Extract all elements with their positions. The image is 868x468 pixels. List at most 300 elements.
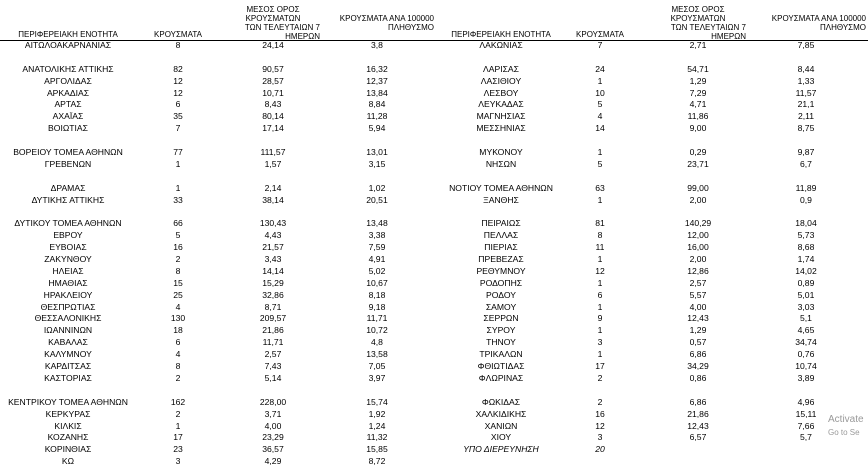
table-row: [436, 337, 868, 349]
table-row: [0, 183, 436, 195]
table-row: [436, 147, 868, 159]
region-name-cell: ΘΕΣΠΡΩΤΙΑΣ: [40, 301, 96, 312]
cases-cell: 1: [597, 301, 603, 312]
per-100k-cell: 0,76: [797, 349, 815, 360]
cases-cell: 7: [175, 123, 181, 134]
region-name-cell: ΑΡΚΑΔΙΑΣ: [46, 87, 90, 98]
table-row: [0, 242, 436, 254]
cases-cell: 2: [597, 396, 603, 407]
region-name-cell: ΦΛΩΡΙΝΑΣ: [478, 372, 524, 383]
per-100k-cell: 15,74: [366, 396, 388, 407]
cases-cell: 16: [595, 408, 605, 419]
table-row: [436, 409, 868, 421]
average-cell: 6,86: [689, 396, 707, 407]
table-row: [436, 278, 868, 290]
per-100k-cell: 7,59: [368, 242, 386, 253]
cases-cell: 12: [595, 420, 605, 431]
region-name-cell: ΚΑΣΤΟΡΙΑΣ: [44, 372, 92, 383]
per-100k-cell: 4,65: [797, 325, 815, 336]
header-7day-average: ΜΕΣΟΣ ΟΡΟΣ ΚΡΟΥΣΜΑΤΩΝ ΤΩΝ ΤΕΛΕΥΤΑΙΩΝ 7 ΗΜΕΡΩΝ: [670, 4, 746, 41]
cases-cell: 5: [175, 230, 181, 241]
average-cell: 4,00: [689, 301, 707, 312]
average-cell: 5,14: [264, 372, 282, 383]
table-row: [0, 230, 436, 242]
per-100k-cell: 11,57: [795, 87, 817, 98]
average-cell: 8,71: [264, 301, 282, 312]
region-name-cell: ΧΙΟΥ: [490, 432, 512, 443]
per-100k-cell: 8,72: [368, 456, 386, 467]
per-100k-cell: 18,04: [795, 218, 817, 229]
cases-cell: 25: [173, 289, 183, 300]
per-100k-cell: 0,9: [800, 194, 812, 205]
table-row: [0, 218, 436, 230]
per-100k-cell: 1,24: [368, 420, 386, 431]
region-name-cell: ΒΟΙΩΤΙΑΣ: [48, 123, 88, 134]
region-name-cell: ΑΧΑΪΑΣ: [52, 111, 84, 122]
table-row: [0, 88, 436, 100]
region-name-cell: ΘΕΣΣΑΛΟΝΙΚΗΣ: [34, 313, 102, 324]
cases-cell: 11: [595, 242, 605, 253]
per-100k-cell: 7,66: [797, 420, 815, 431]
region-name-cell: ΖΑΚΥΝΘΟΥ: [44, 254, 92, 265]
table-row: [436, 171, 868, 183]
average-cell: 209,57: [259, 313, 287, 324]
region-name-cell: ΡΕΘΥΜΝΟΥ: [476, 265, 526, 276]
region-name-cell: ΛΕΣΒΟΥ: [483, 87, 519, 98]
average-cell: 8,43: [264, 99, 282, 110]
cases-cell: 35: [173, 111, 183, 122]
table-row: [436, 266, 868, 278]
average-cell: 11,86: [687, 111, 709, 122]
region-name-cell: ΣΑΜΟΥ: [485, 301, 517, 312]
per-100k-cell: 13,84: [366, 87, 388, 98]
average-cell: 0,86: [689, 372, 707, 383]
cases-cell: 4: [597, 111, 603, 122]
cases-cell: 12: [173, 87, 183, 98]
table-row: [0, 76, 436, 88]
region-name-cell: ΝΟΤΙΟΥ ΤΟΜΕΑ ΑΘΗΝΩΝ: [449, 182, 553, 193]
region-name-cell: ΓΡΕΒΕΝΩΝ: [44, 158, 92, 169]
average-cell: 5,57: [689, 289, 707, 300]
header-cases: ΚΡΟΥΣΜΑΤΑ: [576, 30, 624, 39]
table-row: [0, 147, 436, 159]
cases-cell: 4: [175, 301, 181, 312]
table-row: [436, 206, 868, 218]
table-row: [0, 99, 436, 111]
region-name-cell: ΤΗΝΟΥ: [486, 337, 516, 348]
cases-cell: 8: [175, 361, 181, 372]
per-100k-cell: 6,7: [800, 158, 812, 169]
table-row: [436, 135, 868, 147]
cases-cell: 1: [175, 158, 181, 169]
table-row: [436, 361, 868, 373]
cases-cell: 33: [173, 194, 183, 205]
cases-cell: 1: [175, 182, 181, 193]
region-name-cell: ΑΡΤΑΣ: [54, 99, 82, 110]
table-row: [436, 64, 868, 76]
region-name-cell: ΡΟΔΟΥ: [486, 289, 516, 300]
per-100k-cell: 10,67: [366, 277, 388, 288]
region-name-cell: ΚΑΒΑΛΑΣ: [48, 337, 88, 348]
table-row: [0, 266, 436, 278]
average-cell: 24,14: [262, 40, 284, 50]
region-name-cell: ΔΥΤΙΚΗΣ ΑΤΤΙΚΗΣ: [31, 194, 105, 205]
table-row: [436, 313, 868, 325]
average-cell: 140,29: [684, 218, 712, 229]
cases-cell: 2: [175, 408, 181, 419]
average-cell: 23,29: [262, 432, 284, 443]
cases-cell: 5: [597, 99, 603, 110]
cases-cell: 12: [173, 75, 183, 86]
per-100k-cell: 5,01: [797, 289, 815, 300]
average-cell: 28,57: [262, 75, 284, 86]
average-cell: 90,57: [262, 63, 284, 74]
table-row: [0, 195, 436, 207]
average-cell: 17,14: [262, 123, 284, 134]
region-name-cell: ΛΑΚΩΝΙΑΣ: [479, 40, 523, 50]
average-cell: 12,86: [687, 265, 709, 276]
table-row: [0, 409, 436, 421]
region-name-cell: ΗΡΑΚΛΕΙΟΥ: [43, 289, 93, 300]
region-name-cell: ΑΡΓΟΛΙΔΑΣ: [44, 75, 92, 86]
per-100k-cell: 1,92: [368, 408, 386, 419]
cases-cell: 66: [173, 218, 183, 229]
region-name-cell: ΝΗΣΩΝ: [485, 158, 517, 169]
per-100k-cell: 3,15: [368, 158, 386, 169]
region-name-cell: ΚΟΖΑΝΗΣ: [47, 432, 89, 443]
region-name-cell: ΕΥΒΟΙΑΣ: [49, 242, 87, 253]
region-name-cell: ΛΑΡΙΣΑΣ: [483, 63, 519, 74]
per-100k-cell: 13,48: [366, 218, 388, 229]
per-100k-cell: 7,85: [797, 40, 815, 50]
average-cell: 23,71: [687, 158, 709, 169]
per-100k-cell: 8,44: [797, 63, 815, 74]
average-cell: 6,57: [689, 432, 707, 443]
region-name-cell: ΜΑΓΝΗΣΙΑΣ: [476, 111, 526, 122]
average-cell: 228,00: [259, 396, 287, 407]
per-100k-cell: 20,51: [366, 194, 388, 205]
per-100k-cell: 15,11: [795, 408, 817, 419]
per-100k-cell: 3,89: [797, 372, 815, 383]
cases-cell: 2: [597, 372, 603, 383]
per-100k-cell: 1,02: [368, 182, 386, 193]
table-row: [436, 254, 868, 266]
average-cell: 4,00: [264, 420, 282, 431]
region-name-cell: ΔΡΑΜΑΣ: [50, 182, 86, 193]
table-row: [436, 40, 868, 52]
cases-cell: 12: [595, 265, 605, 276]
cases-cell: 8: [175, 265, 181, 276]
region-name-cell: ΜΕΣΣΗΝΙΑΣ: [476, 123, 526, 134]
per-100k-cell: 1,33: [797, 75, 815, 86]
per-100k-cell: 21,1: [797, 99, 815, 110]
table-row: [436, 397, 868, 409]
table-row: [0, 135, 436, 147]
region-name-cell: ΑΝΑΤΟΛΙΚΗΣ ΑΤΤΙΚΗΣ: [22, 63, 114, 74]
per-100k-cell: 8,68: [797, 242, 815, 253]
table-row: [436, 230, 868, 242]
table-row: [436, 421, 868, 433]
table-row: [0, 159, 436, 171]
header-cases: ΚΡΟΥΣΜΑΤΑ: [154, 30, 202, 39]
region-name-cell: ΚΕΝΤΡΙΚΟΥ ΤΟΜΕΑ ΑΘΗΝΩΝ: [8, 396, 128, 407]
average-cell: 2,14: [264, 182, 282, 193]
per-100k-cell: 5,1: [800, 313, 812, 324]
region-name-cell: ΚΑΡΔΙΤΣΑΣ: [44, 361, 92, 372]
average-cell: 4,29: [264, 456, 282, 467]
average-cell: 12,43: [687, 420, 709, 431]
average-cell: 3,43: [264, 254, 282, 265]
average-cell: 2,57: [264, 349, 282, 360]
average-cell: 0,57: [689, 337, 707, 348]
per-100k-cell: 13,01: [366, 147, 388, 158]
table-row: [0, 40, 436, 52]
cases-cell: 16: [173, 242, 183, 253]
table-row: [436, 99, 868, 111]
per-100k-cell: 11,71: [366, 313, 388, 324]
average-cell: 6,86: [689, 349, 707, 360]
table-row: [436, 218, 868, 230]
cases-cell: 8: [597, 230, 603, 241]
region-name-cell: ΤΡΙΚΑΛΩΝ: [479, 349, 523, 360]
per-100k-cell: 14,02: [795, 265, 817, 276]
cases-cell: 1: [597, 349, 603, 360]
table-row: [436, 302, 868, 314]
per-100k-cell: 2,11: [797, 111, 815, 122]
cases-cell: 1: [597, 147, 603, 158]
average-cell: 9,00: [689, 123, 707, 134]
per-100k-cell: 11,32: [366, 432, 388, 443]
cases-cell: 6: [175, 337, 181, 348]
region-name-cell: ΚΑΛΥΜΝΟΥ: [44, 349, 92, 360]
table-row: [0, 361, 436, 373]
average-cell: 36,57: [262, 444, 284, 455]
table-row: [436, 444, 868, 456]
table-row: [436, 195, 868, 207]
cases-cell: 5: [597, 158, 603, 169]
region-name-cell: ΗΜΑΘΙΑΣ: [48, 277, 88, 288]
cases-cell: 2: [175, 254, 181, 265]
table-row: [436, 349, 868, 361]
per-100k-cell: 8,75: [797, 123, 815, 134]
table-row: [436, 385, 868, 397]
region-name-cell: ΠΙΕΡΙΑΣ: [484, 242, 518, 253]
average-cell: 12,43: [687, 313, 709, 324]
per-100k-cell: 7,05: [368, 361, 386, 372]
cases-cell: 6: [597, 289, 603, 300]
header-region-name: ΠΕΡΙΦΕΡΕΙΑΚΗ ΕΝΟΤΗΤΑ: [18, 30, 118, 39]
table-row: [436, 183, 868, 195]
table-row: [436, 52, 868, 64]
per-100k-cell: 8,18: [368, 289, 386, 300]
region-name-cell: ΠΡΕΒΕΖΑΣ: [478, 254, 524, 265]
per-100k-cell: 10,72: [366, 325, 388, 336]
cases-cell: 82: [173, 63, 183, 74]
average-cell: 32,86: [262, 289, 284, 300]
average-cell: 54,71: [687, 63, 709, 74]
watermark-line2: Go to Se: [828, 428, 860, 437]
cases-cell: 81: [595, 218, 605, 229]
cases-cell: 2: [175, 372, 181, 383]
region-name-cell: ΦΘΙΩΤΙΔΑΣ: [477, 361, 525, 372]
per-100k-cell: 4,8: [371, 337, 383, 348]
header-region-name: ΠΕΡΙΦΕΡΕΙΑΚΗ ΕΝΟΤΗΤΑ: [451, 30, 551, 39]
table-row: [0, 313, 436, 325]
average-cell: 2,71: [689, 40, 707, 50]
table-row: [0, 171, 436, 183]
cases-cell: 8: [175, 40, 181, 50]
cases-cell: 9: [597, 313, 603, 324]
per-100k-cell: 15,85: [366, 444, 388, 455]
per-100k-cell: 3,8: [371, 40, 383, 50]
region-name-cell: ΣΥΡΟΥ: [486, 325, 516, 336]
table-row: [0, 111, 436, 123]
table-row: [436, 325, 868, 337]
table-row: [0, 444, 436, 456]
region-name-cell: ΧΑΛΚΙΔΙΚΗΣ: [475, 408, 527, 419]
header-7day-average: ΜΕΣΟΣ ΟΡΟΣ ΚΡΟΥΣΜΑΤΩΝ ΤΩΝ ΤΕΛΕΥΤΑΙΩΝ 7 ΗΜΕΡΩΝ: [244, 4, 320, 41]
cases-cell: 18: [173, 325, 183, 336]
region-name-cell: ΠΕΙΡΑΙΩΣ: [481, 218, 521, 229]
table-row: [0, 373, 436, 385]
per-100k-cell: 3,38: [368, 230, 386, 241]
average-cell: 4,43: [264, 230, 282, 241]
cases-cell: 1: [175, 420, 181, 431]
average-cell: 111,57: [260, 147, 286, 158]
per-100k-cell: 11,89: [795, 182, 817, 193]
region-name-cell: ΑΙΤΩΛΟΑΚΑΡΝΑΝΙΑΣ: [24, 40, 112, 50]
cases-cell: 1: [597, 277, 603, 288]
table-row: [0, 254, 436, 266]
per-100k-cell: 11,28: [366, 111, 388, 122]
average-cell: 1,29: [689, 75, 707, 86]
region-name-cell: ΜΥΚΟΝΟΥ: [479, 147, 523, 158]
average-cell: 2,00: [689, 194, 707, 205]
table-row: [0, 385, 436, 397]
cases-cell: 1: [597, 325, 603, 336]
header-cases-per-100k: ΚΡΟΥΣΜΑΤΑ ΑΝΑ 100000 ΠΛΗΘΥΣΜΟ: [771, 13, 866, 32]
cases-cell: 130: [170, 313, 186, 324]
table-row: [436, 290, 868, 302]
cases-cell: 3: [597, 432, 603, 443]
cases-cell: 1: [597, 194, 603, 205]
left-rows: [0, 40, 436, 468]
table-row: [0, 432, 436, 444]
windows-activation-watermark: [828, 413, 864, 439]
per-100k-cell: 9,87: [797, 147, 815, 158]
per-100k-cell: 5,02: [368, 265, 386, 276]
cases-cell: 17: [595, 361, 605, 372]
cases-cell: 14: [595, 123, 605, 134]
cases-cell: 3: [597, 337, 603, 348]
table-row: [0, 290, 436, 302]
table-row: [0, 349, 436, 361]
region-name-cell: ΦΩΚΙΔΑΣ: [481, 396, 521, 407]
region-name-cell: ΚΕΡΚΥΡΑΣ: [45, 408, 91, 419]
table-row: [0, 278, 436, 290]
cases-cell: 15: [173, 277, 183, 288]
average-cell: 16,00: [687, 242, 709, 253]
per-100k-cell: 3,97: [368, 372, 386, 383]
average-cell: 15,29: [262, 277, 284, 288]
per-100k-cell: 5,7: [800, 432, 812, 443]
cases-cell: 1: [597, 75, 603, 86]
watermark-line1: Activate: [828, 414, 864, 425]
per-100k-cell: 34,74: [795, 337, 817, 348]
table-row: [436, 373, 868, 385]
per-100k-cell: 13,58: [366, 349, 388, 360]
region-name-cell: ΗΛΕΙΑΣ: [52, 265, 84, 276]
region-name-cell: ΧΑΝΙΩΝ: [484, 420, 518, 431]
table-row: [436, 242, 868, 254]
cases-cell: 4: [175, 349, 181, 360]
table-row: [0, 397, 436, 409]
table-row: [436, 88, 868, 100]
per-100k-cell: 0,89: [797, 277, 815, 288]
per-100k-cell: 12,37: [366, 75, 388, 86]
cases-cell: 20: [595, 444, 605, 455]
cases-cell: 77: [173, 147, 183, 158]
table-row: [436, 159, 868, 171]
average-cell: 38,14: [262, 194, 284, 205]
cases-cell: 1: [597, 254, 603, 265]
cases-cell: 6: [175, 99, 181, 110]
table-row: [0, 206, 436, 218]
region-name-cell: ΙΩΑΝΝΙΝΩΝ: [43, 325, 93, 336]
region-name-cell: ΞΑΝΘΗΣ: [483, 194, 519, 205]
table-row: [0, 64, 436, 76]
average-cell: 21,86: [687, 408, 709, 419]
per-100k-cell: 9,18: [368, 301, 386, 312]
table-row: [436, 123, 868, 135]
average-cell: 14,14: [262, 265, 284, 276]
region-name-cell: ΡΟΔΟΠΗΣ: [479, 277, 523, 288]
average-cell: 130,43: [259, 218, 287, 229]
cases-cell: 17: [173, 432, 183, 443]
region-name-cell: ΛΑΣΙΘΙΟΥ: [480, 75, 522, 86]
region-name-cell: ΒΟΡΕΙΟΥ ΤΟΜΕΑ ΑΘΗΝΩΝ: [13, 147, 123, 158]
average-cell: 99,00: [687, 182, 709, 193]
region-name-cell: ΥΠΟ ΔΙΕΡΕΥΝΗΣΗ: [463, 444, 539, 455]
average-cell: 2,00: [689, 254, 707, 265]
region-name-cell: ΚΟΡΙΝΘΙΑΣ: [44, 444, 92, 455]
region-name-cell: ΠΕΛΛΑΣ: [483, 230, 519, 241]
right-table: [436, 0, 868, 453]
average-cell: 21,57: [262, 242, 284, 253]
average-cell: 1,29: [689, 325, 707, 336]
per-100k-cell: 1,74: [797, 254, 815, 265]
table-row: [0, 421, 436, 433]
region-name-cell: ΕΒΡΟΥ: [53, 230, 83, 241]
table-row: [0, 337, 436, 349]
table-row: [0, 302, 436, 314]
per-100k-cell: 16,32: [366, 63, 388, 74]
region-name-cell: ΣΕΡΡΩΝ: [483, 313, 519, 324]
table-row: [436, 432, 868, 444]
average-cell: 12,00: [687, 230, 709, 241]
cases-cell: 23: [173, 444, 183, 455]
cases-cell: 3: [175, 456, 181, 467]
average-cell: 11,71: [262, 337, 284, 348]
region-name-cell: ΔΥΤΙΚΟΥ ΤΟΜΕΑ ΑΘΗΝΩΝ: [14, 218, 122, 229]
average-cell: 80,14: [262, 111, 284, 122]
cases-cell: 63: [595, 182, 605, 193]
per-100k-cell: 4,96: [797, 396, 815, 407]
per-100k-cell: 5,94: [368, 123, 386, 134]
average-cell: 0,29: [689, 147, 707, 158]
cases-cell: 10: [595, 87, 605, 98]
cases-cell: 24: [595, 63, 605, 74]
